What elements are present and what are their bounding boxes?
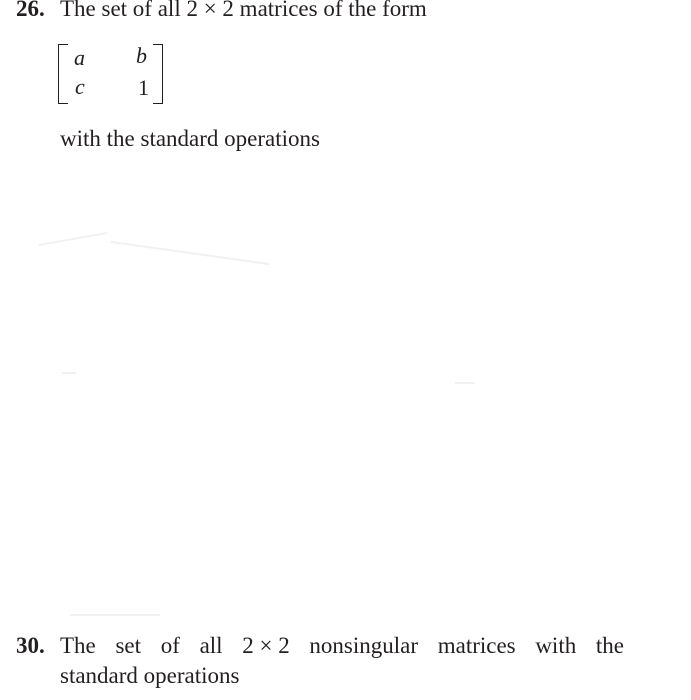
problem-30-word: The bbox=[60, 633, 96, 658]
bleed-through-mark bbox=[70, 614, 160, 616]
problem-26-text: The set of all 2 × 2 matrices of the form bbox=[60, 0, 427, 21]
bleed-through-mark bbox=[62, 372, 76, 374]
problem-26-number: 26. bbox=[16, 0, 45, 21]
problem-30-line-1 bbox=[16, 631, 624, 661]
problem-30-word: set bbox=[115, 633, 142, 658]
problem-30-word: matrices bbox=[437, 633, 516, 658]
matrix-right-bracket bbox=[153, 44, 163, 104]
problem-30-number: 30. bbox=[16, 633, 45, 658]
matrix-left-bracket bbox=[58, 44, 68, 104]
problem-30-statement bbox=[16, 631, 624, 691]
bleed-through-mark bbox=[455, 382, 475, 384]
bleed-through-mark bbox=[111, 241, 270, 265]
matrix-entry-a: a bbox=[74, 45, 85, 70]
bleed-through-mark bbox=[38, 232, 107, 246]
matrix-2x2 bbox=[58, 42, 163, 104]
problem-30-word: with bbox=[535, 633, 577, 658]
matrix-entry-c: c bbox=[75, 74, 85, 99]
problem-30-word: all bbox=[199, 633, 223, 658]
problem-30-word: nonsingular bbox=[309, 633, 419, 658]
problem-30-line-2: standard operations bbox=[60, 663, 240, 688]
problem-30-word: 2 × 2 bbox=[242, 633, 290, 658]
problem-30-word: the bbox=[595, 633, 624, 658]
problem-30-word: of bbox=[160, 633, 180, 658]
problem-30-words bbox=[60, 631, 624, 661]
problem-26-operations: with the standard operations bbox=[60, 126, 320, 151]
matrix-entry-d: 1 bbox=[138, 75, 149, 100]
matrix-entry-b: b bbox=[136, 43, 147, 68]
problem-26-statement bbox=[16, 0, 427, 24]
